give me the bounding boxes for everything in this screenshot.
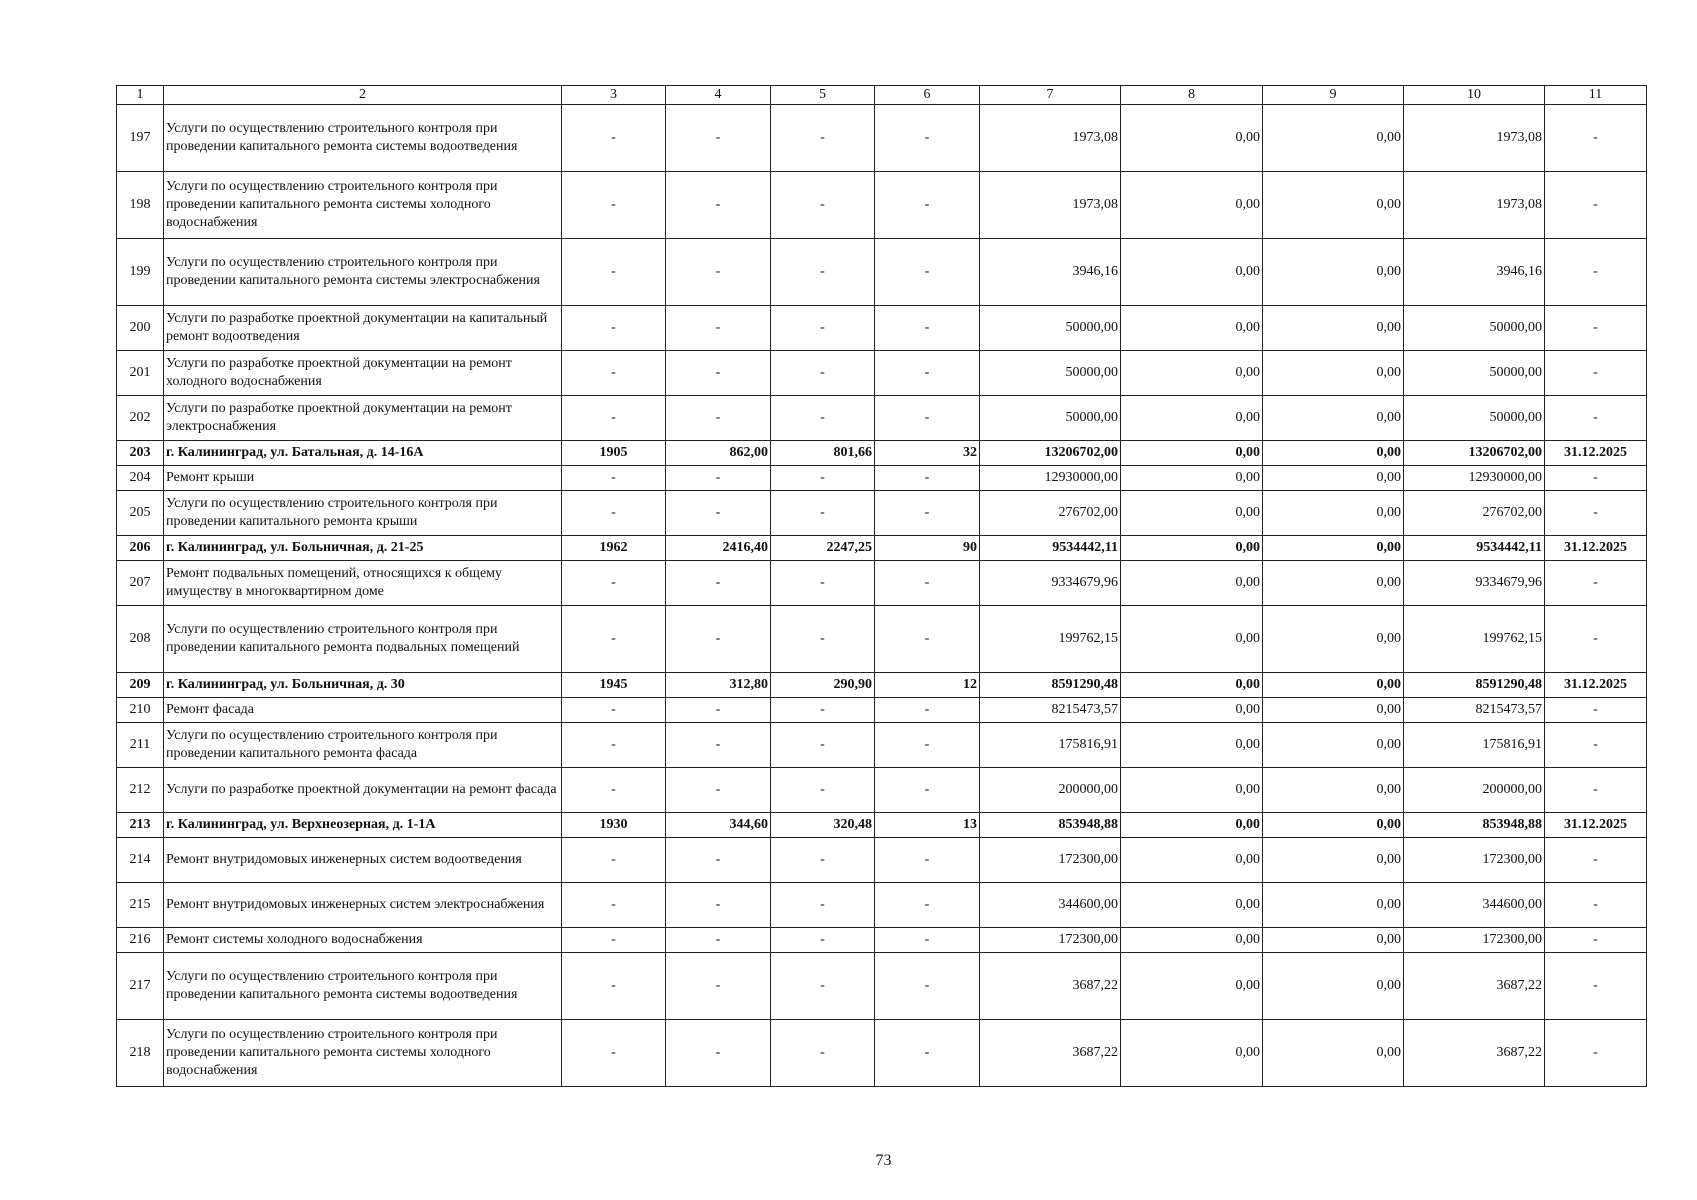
cost-col9-cell: 0,00 (1263, 768, 1404, 813)
cost-col10-cell: 50000,00 (1404, 351, 1545, 396)
work-name-cell: Услуги по осуществлению строительного контроля при проведении капитального ремонта системы холодного водоснабжения (164, 1020, 562, 1087)
capital-repair-table (116, 85, 1647, 1087)
header-cell: 11 (1545, 86, 1647, 105)
cost-total-cell: 175816,91 (980, 723, 1121, 768)
completion-date-cell: - (1545, 698, 1647, 723)
row-number-cell: 210 (117, 698, 164, 723)
cost-total-cell: 344600,00 (980, 883, 1121, 928)
residents-cell: - (875, 466, 980, 491)
work-name-cell: Ремонт внутридомовых инженерных систем водоотведения (164, 838, 562, 883)
work-name-cell: г. Калининград, ул. Батальная, д. 14-16А (164, 441, 562, 466)
cost-col9-cell: 0,00 (1263, 723, 1404, 768)
cost-total-cell: 9334679,96 (980, 561, 1121, 606)
year-cell: - (562, 172, 666, 239)
cost-col10-cell: 3687,22 (1404, 953, 1545, 1020)
cost-col10-cell: 8215473,57 (1404, 698, 1545, 723)
cost-total-cell: 9534442,11 (980, 536, 1121, 561)
completion-date-cell: - (1545, 396, 1647, 441)
cost-total-cell: 200000,00 (980, 768, 1121, 813)
cost-col10-cell: 172300,00 (1404, 838, 1545, 883)
cost-col10-cell: 13206702,00 (1404, 441, 1545, 466)
living-area-cell: 2247,25 (771, 536, 875, 561)
row-number-cell: 199 (117, 239, 164, 306)
work-name-cell: Ремонт подвальных помещений, относящихся к общему имуществу в многоквартирном доме (164, 561, 562, 606)
header-cell: 8 (1121, 86, 1263, 105)
cost-col8-cell: 0,00 (1121, 351, 1263, 396)
cost-total-cell: 3687,22 (980, 1020, 1121, 1087)
year-cell: - (562, 953, 666, 1020)
cost-col10-cell: 12930000,00 (1404, 466, 1545, 491)
cost-col8-cell: 0,00 (1121, 673, 1263, 698)
work-name-cell: Ремонт внутридомовых инженерных систем электроснабжения (164, 883, 562, 928)
year-cell: - (562, 105, 666, 172)
total-area-cell: - (666, 698, 771, 723)
completion-date-cell: 31.12.2025 (1545, 536, 1647, 561)
cost-col9-cell: 0,00 (1263, 928, 1404, 953)
work-name-cell: Услуги по осуществлению строительного контроля при проведении капитального ремонта фасада (164, 723, 562, 768)
table-row (117, 172, 1647, 239)
residents-cell: - (875, 953, 980, 1020)
cost-col10-cell: 1973,08 (1404, 105, 1545, 172)
completion-date-cell: - (1545, 466, 1647, 491)
year-cell: - (562, 883, 666, 928)
total-area-cell: - (666, 928, 771, 953)
cost-col10-cell: 276702,00 (1404, 491, 1545, 536)
year-cell: - (562, 768, 666, 813)
cost-col8-cell: 0,00 (1121, 172, 1263, 239)
total-area-cell: - (666, 396, 771, 441)
cost-col8-cell: 0,00 (1121, 768, 1263, 813)
total-area-cell: - (666, 306, 771, 351)
cost-total-cell: 1973,08 (980, 172, 1121, 239)
table-row (117, 723, 1647, 768)
residents-cell: 12 (875, 673, 980, 698)
cost-col10-cell: 3687,22 (1404, 1020, 1545, 1087)
work-name-cell: Услуги по разработке проектной документации на ремонт электроснабжения (164, 396, 562, 441)
residents-cell: - (875, 1020, 980, 1087)
living-area-cell: - (771, 606, 875, 673)
residents-cell: - (875, 239, 980, 306)
completion-date-cell: - (1545, 351, 1647, 396)
row-number-cell: 216 (117, 928, 164, 953)
completion-date-cell: - (1545, 606, 1647, 673)
year-cell: - (562, 698, 666, 723)
cost-col10-cell: 344600,00 (1404, 883, 1545, 928)
cost-col9-cell: 0,00 (1263, 813, 1404, 838)
year-cell: 1962 (562, 536, 666, 561)
cost-col10-cell: 1973,08 (1404, 172, 1545, 239)
total-area-cell: - (666, 351, 771, 396)
column-number-header-row (117, 86, 1647, 105)
residents-cell: - (875, 306, 980, 351)
year-cell: - (562, 606, 666, 673)
residents-cell: 90 (875, 536, 980, 561)
cost-col10-cell: 8591290,48 (1404, 673, 1545, 698)
completion-date-cell: - (1545, 838, 1647, 883)
cost-total-cell: 50000,00 (980, 396, 1121, 441)
cost-col8-cell: 0,00 (1121, 606, 1263, 673)
cost-col9-cell: 0,00 (1263, 441, 1404, 466)
residents-cell: 32 (875, 441, 980, 466)
year-cell: - (562, 838, 666, 883)
cost-col8-cell: 0,00 (1121, 561, 1263, 606)
cost-total-cell: 172300,00 (980, 838, 1121, 883)
row-number-cell: 208 (117, 606, 164, 673)
residents-cell: - (875, 698, 980, 723)
row-number-cell: 205 (117, 491, 164, 536)
cost-col9-cell: 0,00 (1263, 351, 1404, 396)
completion-date-cell: - (1545, 306, 1647, 351)
cost-total-cell: 8215473,57 (980, 698, 1121, 723)
completion-date-cell: - (1545, 723, 1647, 768)
total-area-cell: - (666, 172, 771, 239)
cost-col9-cell: 0,00 (1263, 105, 1404, 172)
work-name-cell: Ремонт крыши (164, 466, 562, 491)
work-name-cell: Ремонт фасада (164, 698, 562, 723)
cost-col8-cell: 0,00 (1121, 698, 1263, 723)
completion-date-cell: 31.12.2025 (1545, 673, 1647, 698)
completion-date-cell: 31.12.2025 (1545, 813, 1647, 838)
year-cell: - (562, 351, 666, 396)
work-name-cell: г. Калининград, ул. Больничная, д. 30 (164, 673, 562, 698)
living-area-cell: - (771, 838, 875, 883)
address-row (117, 536, 1647, 561)
table-row (117, 768, 1647, 813)
total-area-cell: 344,60 (666, 813, 771, 838)
total-area-cell: - (666, 838, 771, 883)
address-row (117, 441, 1647, 466)
header-cell: 1 (117, 86, 164, 105)
cost-col8-cell: 0,00 (1121, 723, 1263, 768)
completion-date-cell: - (1545, 105, 1647, 172)
address-row (117, 673, 1647, 698)
cost-total-cell: 50000,00 (980, 306, 1121, 351)
header-cell: 10 (1404, 86, 1545, 105)
completion-date-cell: 31.12.2025 (1545, 441, 1647, 466)
cost-col8-cell: 0,00 (1121, 813, 1263, 838)
cost-col9-cell: 0,00 (1263, 536, 1404, 561)
cost-total-cell: 1973,08 (980, 105, 1121, 172)
cost-col9-cell: 0,00 (1263, 953, 1404, 1020)
address-row (117, 813, 1647, 838)
cost-col10-cell: 172300,00 (1404, 928, 1545, 953)
cost-col8-cell: 0,00 (1121, 306, 1263, 351)
cost-col10-cell: 9334679,96 (1404, 561, 1545, 606)
row-number-cell: 202 (117, 396, 164, 441)
living-area-cell: - (771, 768, 875, 813)
residents-cell: - (875, 396, 980, 441)
work-name-cell: Услуги по осуществлению строительного контроля при проведении капитального ремонта системы электроснабжения (164, 239, 562, 306)
cost-col9-cell: 0,00 (1263, 883, 1404, 928)
cost-col8-cell: 0,00 (1121, 838, 1263, 883)
living-area-cell: 801,66 (771, 441, 875, 466)
living-area-cell: - (771, 172, 875, 239)
cost-col9-cell: 0,00 (1263, 673, 1404, 698)
total-area-cell: - (666, 768, 771, 813)
residents-cell: - (875, 491, 980, 536)
year-cell: - (562, 466, 666, 491)
total-area-cell: - (666, 723, 771, 768)
table-row (117, 396, 1647, 441)
cost-col10-cell: 3946,16 (1404, 239, 1545, 306)
living-area-cell: - (771, 491, 875, 536)
living-area-cell: - (771, 105, 875, 172)
cost-col8-cell: 0,00 (1121, 883, 1263, 928)
cost-col8-cell: 0,00 (1121, 239, 1263, 306)
total-area-cell: - (666, 491, 771, 536)
work-name-cell: Услуги по осуществлению строительного контроля при проведении капитального ремонта крыши (164, 491, 562, 536)
header-cell: 9 (1263, 86, 1404, 105)
cost-col8-cell: 0,00 (1121, 466, 1263, 491)
cost-col9-cell: 0,00 (1263, 239, 1404, 306)
cost-col9-cell: 0,00 (1263, 491, 1404, 536)
cost-col9-cell: 0,00 (1263, 306, 1404, 351)
total-area-cell: - (666, 953, 771, 1020)
row-number-cell: 215 (117, 883, 164, 928)
header-cell: 4 (666, 86, 771, 105)
year-cell: - (562, 306, 666, 351)
cost-col9-cell: 0,00 (1263, 172, 1404, 239)
table-row (117, 1020, 1647, 1087)
residents-cell: - (875, 561, 980, 606)
header-cell: 3 (562, 86, 666, 105)
cost-col10-cell: 200000,00 (1404, 768, 1545, 813)
cost-col9-cell: 0,00 (1263, 396, 1404, 441)
work-name-cell: Услуги по осуществлению строительного контроля при проведении капитального ремонта системы водоотведения (164, 953, 562, 1020)
cost-col9-cell: 0,00 (1263, 466, 1404, 491)
cost-total-cell: 8591290,48 (980, 673, 1121, 698)
cost-col8-cell: 0,00 (1121, 536, 1263, 561)
living-area-cell: 320,48 (771, 813, 875, 838)
total-area-cell: 312,80 (666, 673, 771, 698)
table-row (117, 953, 1647, 1020)
work-name-cell: Услуги по осуществлению строительного контроля при проведении капитального ремонта системы водоотведения (164, 105, 562, 172)
work-name-cell: Услуги по разработке проектной документации на ремонт холодного водоснабжения (164, 351, 562, 396)
total-area-cell: - (666, 239, 771, 306)
cost-col9-cell: 0,00 (1263, 1020, 1404, 1087)
cost-col8-cell: 0,00 (1121, 441, 1263, 466)
page-number: 73 (875, 1152, 892, 1169)
year-cell: - (562, 928, 666, 953)
completion-date-cell: - (1545, 883, 1647, 928)
year-cell: - (562, 239, 666, 306)
cost-col8-cell: 0,00 (1121, 953, 1263, 1020)
work-name-cell: Услуги по осуществлению строительного контроля при проведении капитального ремонта системы холодного водоснабжения (164, 172, 562, 239)
year-cell: 1945 (562, 673, 666, 698)
row-number-cell: 209 (117, 673, 164, 698)
living-area-cell: - (771, 466, 875, 491)
row-number-cell: 218 (117, 1020, 164, 1087)
total-area-cell: - (666, 883, 771, 928)
row-number-cell: 200 (117, 306, 164, 351)
table-row (117, 561, 1647, 606)
cost-col10-cell: 199762,15 (1404, 606, 1545, 673)
living-area-cell: - (771, 883, 875, 928)
living-area-cell: - (771, 1020, 875, 1087)
residents-cell: - (875, 351, 980, 396)
table-body (117, 105, 1647, 1087)
completion-date-cell: - (1545, 928, 1647, 953)
cost-col8-cell: 0,00 (1121, 105, 1263, 172)
row-number-cell: 201 (117, 351, 164, 396)
work-name-cell: Услуги по осуществлению строительного контроля при проведении капитального ремонта подвальных помещений (164, 606, 562, 673)
cost-total-cell: 853948,88 (980, 813, 1121, 838)
completion-date-cell: - (1545, 239, 1647, 306)
cost-total-cell: 13206702,00 (980, 441, 1121, 466)
year-cell: - (562, 1020, 666, 1087)
year-cell: 1930 (562, 813, 666, 838)
completion-date-cell: - (1545, 172, 1647, 239)
cost-total-cell: 276702,00 (980, 491, 1121, 536)
year-cell: 1905 (562, 441, 666, 466)
completion-date-cell: - (1545, 1020, 1647, 1087)
work-name-cell: Услуги по разработке проектной документации на капитальный ремонт водоотведения (164, 306, 562, 351)
work-name-cell: г. Калининград, ул. Больничная, д. 21-25 (164, 536, 562, 561)
table-row (117, 838, 1647, 883)
residents-cell: - (875, 928, 980, 953)
cost-col10-cell: 50000,00 (1404, 306, 1545, 351)
living-area-cell: - (771, 928, 875, 953)
year-cell: - (562, 561, 666, 606)
cost-total-cell: 172300,00 (980, 928, 1121, 953)
work-name-cell: г. Калининград, ул. Верхнеозерная, д. 1-1А (164, 813, 562, 838)
row-number-cell: 204 (117, 466, 164, 491)
cost-col9-cell: 0,00 (1263, 561, 1404, 606)
total-area-cell: - (666, 105, 771, 172)
living-area-cell: - (771, 351, 875, 396)
living-area-cell: - (771, 561, 875, 606)
residents-cell: - (875, 768, 980, 813)
residents-cell: - (875, 883, 980, 928)
cost-col10-cell: 50000,00 (1404, 396, 1545, 441)
table-row (117, 239, 1647, 306)
living-area-cell: - (771, 239, 875, 306)
total-area-cell: 2416,40 (666, 536, 771, 561)
residents-cell: 13 (875, 813, 980, 838)
completion-date-cell: - (1545, 491, 1647, 536)
completion-date-cell: - (1545, 768, 1647, 813)
cost-total-cell: 3687,22 (980, 953, 1121, 1020)
residents-cell: - (875, 105, 980, 172)
cost-total-cell: 3946,16 (980, 239, 1121, 306)
header-cell: 2 (164, 86, 562, 105)
residents-cell: - (875, 606, 980, 673)
table-row (117, 466, 1647, 491)
table-row (117, 351, 1647, 396)
living-area-cell: 290,90 (771, 673, 875, 698)
table-row (117, 698, 1647, 723)
cost-total-cell: 199762,15 (980, 606, 1121, 673)
total-area-cell: - (666, 606, 771, 673)
total-area-cell: - (666, 1020, 771, 1087)
table-row (117, 306, 1647, 351)
cost-col10-cell: 853948,88 (1404, 813, 1545, 838)
cost-col10-cell: 9534442,11 (1404, 536, 1545, 561)
completion-date-cell: - (1545, 953, 1647, 1020)
total-area-cell: 862,00 (666, 441, 771, 466)
row-number-cell: 214 (117, 838, 164, 883)
cost-col8-cell: 0,00 (1121, 396, 1263, 441)
residents-cell: - (875, 838, 980, 883)
year-cell: - (562, 723, 666, 768)
row-number-cell: 197 (117, 105, 164, 172)
cost-total-cell: 50000,00 (980, 351, 1121, 396)
table-row (117, 606, 1647, 673)
table-row (117, 105, 1647, 172)
cost-col9-cell: 0,00 (1263, 698, 1404, 723)
year-cell: - (562, 491, 666, 536)
cost-col8-cell: 0,00 (1121, 1020, 1263, 1087)
residents-cell: - (875, 723, 980, 768)
row-number-cell: 203 (117, 441, 164, 466)
cost-total-cell: 12930000,00 (980, 466, 1121, 491)
living-area-cell: - (771, 698, 875, 723)
header-cell: 5 (771, 86, 875, 105)
row-number-cell: 206 (117, 536, 164, 561)
row-number-cell: 213 (117, 813, 164, 838)
living-area-cell: - (771, 723, 875, 768)
cost-col9-cell: 0,00 (1263, 838, 1404, 883)
completion-date-cell: - (1545, 561, 1647, 606)
living-area-cell: - (771, 306, 875, 351)
header-cell: 6 (875, 86, 980, 105)
residents-cell: - (875, 172, 980, 239)
work-name-cell: Ремонт системы холодного водоснабжения (164, 928, 562, 953)
cost-col8-cell: 0,00 (1121, 928, 1263, 953)
header-cell: 7 (980, 86, 1121, 105)
year-cell: - (562, 396, 666, 441)
living-area-cell: - (771, 953, 875, 1020)
cost-col9-cell: 0,00 (1263, 606, 1404, 673)
table-row (117, 883, 1647, 928)
total-area-cell: - (666, 561, 771, 606)
table-row (117, 491, 1647, 536)
total-area-cell: - (666, 466, 771, 491)
table-row (117, 928, 1647, 953)
row-number-cell: 217 (117, 953, 164, 1020)
work-name-cell: Услуги по разработке проектной документации на ремонт фасада (164, 768, 562, 813)
cost-col10-cell: 175816,91 (1404, 723, 1545, 768)
living-area-cell: - (771, 396, 875, 441)
row-number-cell: 207 (117, 561, 164, 606)
row-number-cell: 212 (117, 768, 164, 813)
row-number-cell: 211 (117, 723, 164, 768)
row-number-cell: 198 (117, 172, 164, 239)
cost-col8-cell: 0,00 (1121, 491, 1263, 536)
